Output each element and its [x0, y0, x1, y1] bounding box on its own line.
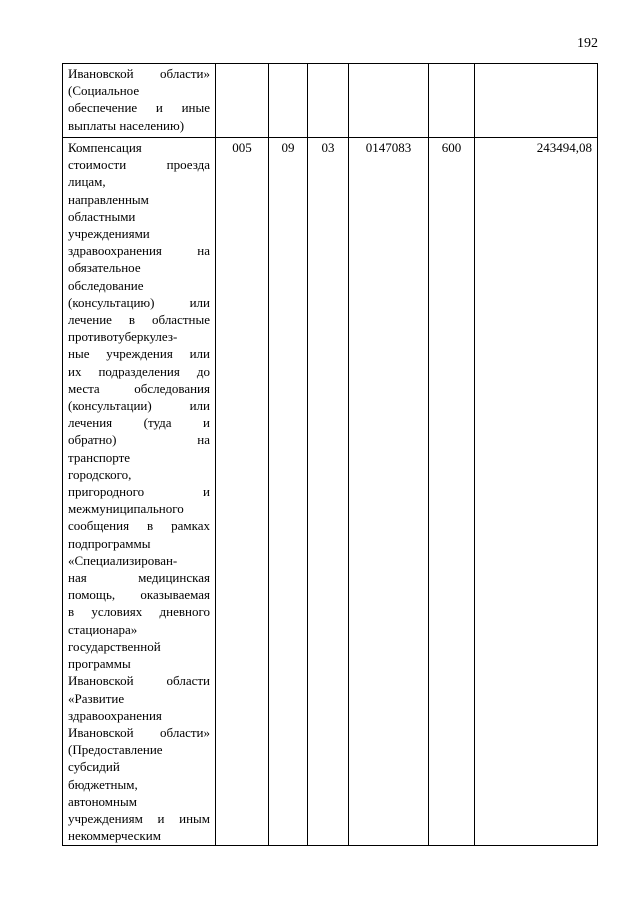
- description-line: учреждениями: [68, 226, 150, 242]
- description-line: автономным: [68, 793, 137, 809]
- description-line: здравоохранения: [68, 707, 162, 723]
- description-line: помощь, оказываемая: [68, 587, 210, 603]
- description-line: Ивановской области»: [68, 724, 210, 740]
- description-line: стационара»: [68, 621, 138, 637]
- description-line: государственной: [68, 638, 161, 654]
- description-line: ные учреждения или: [68, 346, 210, 362]
- expense-type-cell: [429, 64, 475, 138]
- description-line: городского,: [68, 466, 132, 482]
- description-line: некоммерческим: [68, 828, 161, 844]
- description-line: межмуниципального: [68, 501, 184, 517]
- description-line: сообщения в рамках: [68, 518, 210, 534]
- ministry-code-cell: 005: [216, 138, 269, 846]
- subsection-code-cell: 03: [308, 138, 349, 846]
- section-code-cell: [269, 64, 308, 138]
- description-line: Ивановской области»: [68, 66, 210, 81]
- section-code-cell: 09: [269, 138, 308, 846]
- description-line: бюджетным,: [68, 776, 138, 792]
- description-line: лечение в областные: [68, 312, 210, 328]
- description-line: пригородного и: [68, 484, 210, 500]
- description-line: «Специализирован-: [68, 552, 178, 568]
- description-line: стоимости проезда: [68, 157, 210, 173]
- amount-cell: [475, 64, 598, 138]
- description-cell: [63, 138, 216, 846]
- table-row: [63, 138, 598, 846]
- description-line: учреждениям и иным: [68, 810, 210, 826]
- description-line: выплаты населению): [68, 117, 185, 133]
- page-number: 192: [577, 36, 598, 51]
- description-line: областными: [68, 208, 136, 224]
- subsection-code-cell: [308, 64, 349, 138]
- description-line: обеспечение и иные: [68, 100, 210, 116]
- description-line: в условиях дневного: [68, 604, 210, 620]
- description-line: (консультацию) или: [68, 294, 210, 310]
- description-line: места обследования: [68, 380, 210, 396]
- amount-cell: 243494,08: [475, 138, 598, 846]
- description-line: (консультации) или: [68, 398, 210, 414]
- description-line: лицам,: [68, 174, 106, 190]
- description-line: обратно) на: [68, 432, 210, 448]
- description-line: подпрограммы: [68, 535, 151, 551]
- description-line: лечения (туда и: [68, 415, 210, 431]
- description-line: транспорте: [68, 449, 131, 465]
- expense-type-cell: 600: [429, 138, 475, 846]
- description-line: субсидий: [68, 759, 120, 775]
- description-cell: [63, 64, 216, 138]
- budget-table: [62, 63, 598, 846]
- ministry-code-cell: [216, 64, 269, 138]
- description-line: их подразделения до: [68, 363, 210, 379]
- description-line: противотуберкулез-: [68, 329, 178, 345]
- description-line: программы: [68, 656, 131, 672]
- description-line: «Развитие: [68, 690, 125, 706]
- table-row: [63, 64, 598, 138]
- description-line: обследование: [68, 277, 144, 293]
- description-line: направленным: [68, 191, 149, 207]
- description-line: (Социальное: [68, 83, 140, 99]
- target-code-cell: [349, 64, 429, 138]
- description-line: Компенсация: [68, 140, 142, 155]
- description-line: ная медицинская: [68, 570, 210, 586]
- description-line: Ивановской области: [68, 673, 210, 689]
- description-line: обязательное: [68, 260, 141, 276]
- target-code-cell: 0147083: [349, 138, 429, 846]
- description-line: здравоохранения на: [68, 243, 210, 259]
- description-line: (Предоставление: [68, 742, 163, 758]
